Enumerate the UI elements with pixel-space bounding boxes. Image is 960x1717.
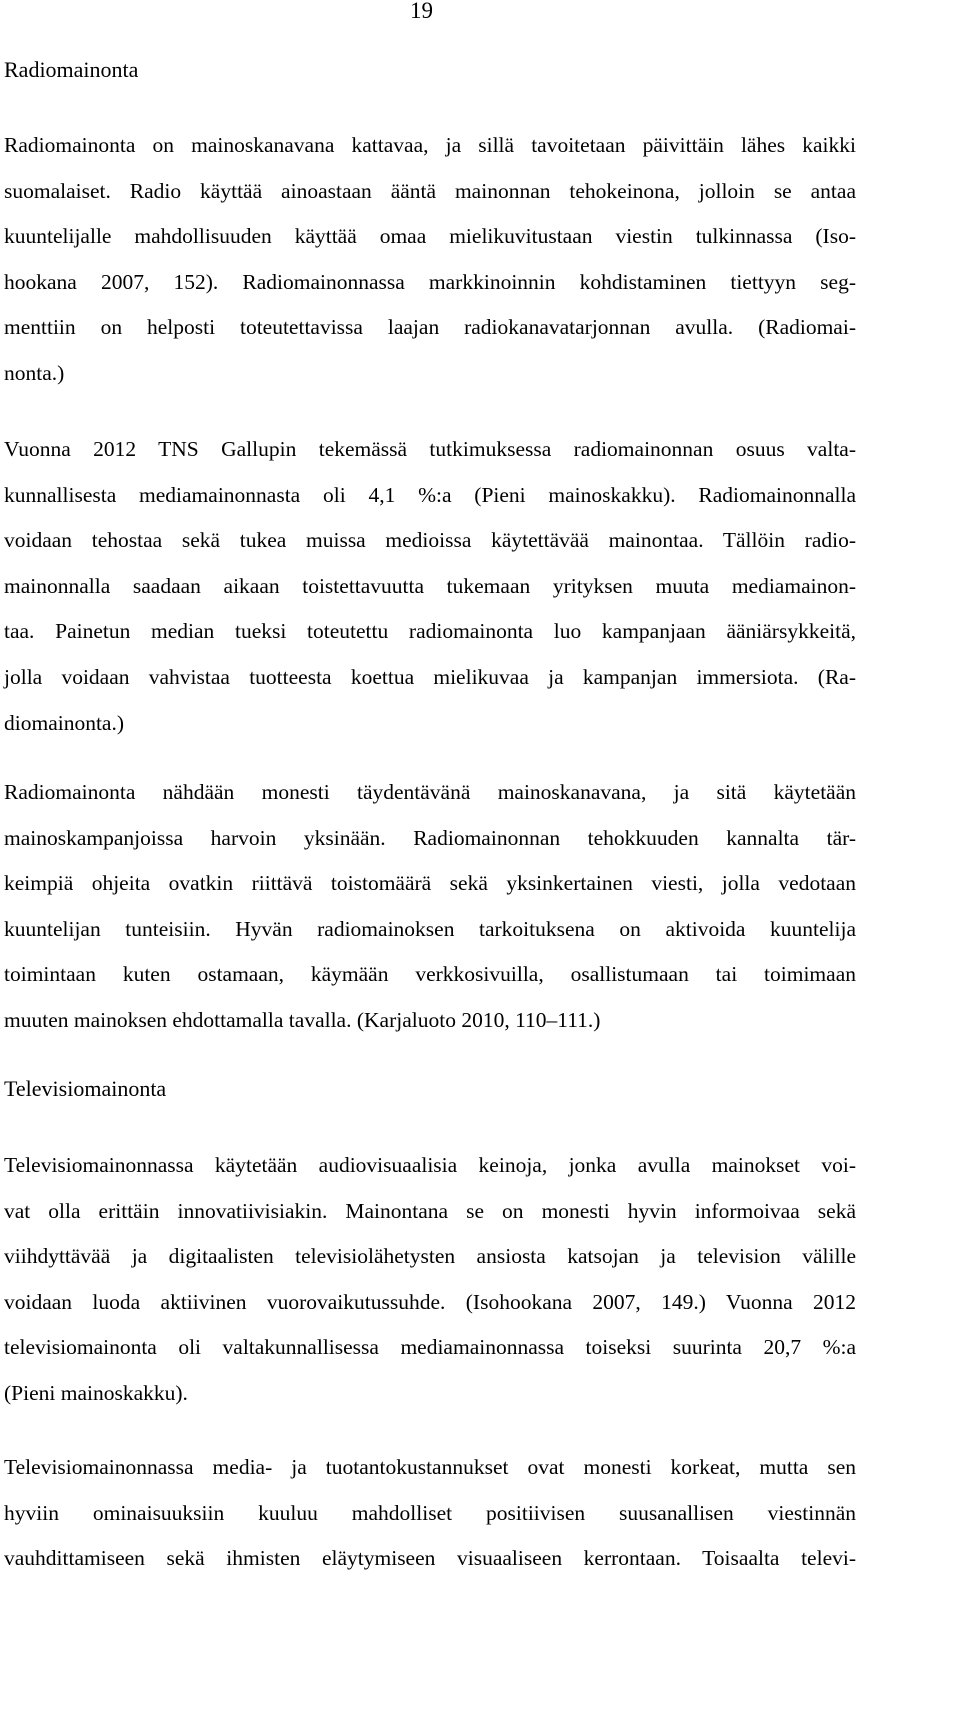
text-line: mainoskampanjoissa harvoin yksinään. Radiomainonnan tehokkuuden kannalta tär- bbox=[4, 825, 856, 850]
text-line: vauhdittamiseen sekä ihmisten eläytymiseen visuaaliseen kerrontaan. Toisaalta televi- bbox=[4, 1546, 856, 1571]
text-line: toimintaan kuten ostamaan, käymään verkkosivuilla, osallistumaan tai toimimaan bbox=[4, 962, 856, 987]
text-line: Televisiomainonnassa media- ja tuotantokustannukset ovat monesti korkeat, mutta sen bbox=[4, 1455, 856, 1479]
text-line: mainonnalla saadaan aikaan toistettavuutta tukemaan yrityksen muuta mediamainon- bbox=[4, 573, 856, 598]
text-line: voidaan luoda aktiivinen vuorovaikutussuhde. (Isohookana 2007, 149.) Vuonna 2012 bbox=[4, 1289, 856, 1314]
text-line: keimpiä ohjeita ovatkin riittävä toistomäärä sekä yksinkertainen viesti, jolla vedotaan bbox=[4, 871, 856, 896]
text-line: kunnallisesta mediamainonnasta oli 4,1 %:a (Pieni mainoskakku). Radiomainonnalla bbox=[4, 482, 856, 507]
text-line: Radiomainonta nähdään monesti täydentävänä mainoskanavana, ja sitä käytetään bbox=[4, 780, 856, 804]
paragraph-radio-intro bbox=[4, 123, 856, 397]
text-line: taa. Painetun median tueksi toteutettu radiomainonta luo kampanjaan ääniärsykkeitä, bbox=[4, 619, 856, 644]
text-line: menttiin on helposti toteutettavissa laajan radiokanavatarjonnan avulla. (Radiomai- bbox=[4, 315, 856, 340]
paragraph-tv-costs bbox=[4, 1445, 856, 1582]
text-line: kuuntelijan tunteisiin. Hyvän radiomainoksen tarkoituksena on aktivoida kuuntelija bbox=[4, 916, 856, 941]
text-line: Radiomainonta on mainoskanavana kattavaa, ja sillä tavoitetaan päivittäin lähes kaikki bbox=[4, 133, 856, 157]
text-line: muuten mainoksen ehdottamalla tavalla. (Karjaluoto 2010, 110–111.) bbox=[4, 1007, 601, 1032]
paragraph-radio-effectiveness bbox=[4, 770, 856, 1044]
text-line: vat olla erittäin innovatiivisiakin. Mainontana se on monesti hyvin informoivaa sekä bbox=[4, 1198, 856, 1223]
paragraph-tv-intro bbox=[4, 1143, 856, 1417]
text-line: jolla voidaan vahvistaa tuotteesta koettua mielikuvaa ja kampanjan immersiota. (Ra- bbox=[4, 664, 856, 689]
text-line: (Pieni mainoskakku). bbox=[4, 1380, 188, 1405]
text-line: diomainonta.) bbox=[4, 710, 125, 735]
section-heading-radiomainonta: Radiomainonta bbox=[4, 57, 139, 82]
text-line: Televisiomainonnassa käytetään audiovisuaalisia keinoja, jonka avulla mainokset voi- bbox=[4, 1153, 856, 1177]
text-line: suomalaiset. Radio käyttää ainoastaan ääntä mainonnan tehokeinona, jolloin se antaa bbox=[4, 178, 856, 203]
text-line: Vuonna 2012 TNS Gallupin tekemässä tutkimuksessa radiomainonnan osuus valta- bbox=[4, 437, 856, 461]
text-line: voidaan tehostaa sekä tukea muissa medioissa käytettävää mainontaa. Tällöin radio- bbox=[4, 528, 856, 553]
text-line: kuuntelijalle mahdollisuuden käyttää omaa mielikuvitustaan viestin tulkinnassa (Iso- bbox=[4, 224, 856, 249]
text-line: hyviin ominaisuuksiin kuuluu mahdolliset positiivisen suusanallisen viestinnän bbox=[4, 1500, 856, 1525]
section-heading-televisiomainonta: Televisiomainonta bbox=[4, 1076, 167, 1101]
paragraph-radio-share bbox=[4, 427, 856, 746]
page-number: 19 bbox=[410, 0, 433, 23]
text-line: nonta.) bbox=[4, 360, 65, 385]
text-line: televisiomainonta oli valtakunnallisessa mediamainonnassa toiseksi suurinta 20,7 %:a bbox=[4, 1335, 856, 1360]
text-line: hookana 2007, 152). Radiomainonnassa markkinoinnin kohdistaminen tiettyyn seg- bbox=[4, 269, 856, 294]
text-line: viihdyttävää ja digitaalisten televisiolähetysten ansiosta katsojan ja television välille bbox=[4, 1244, 856, 1269]
